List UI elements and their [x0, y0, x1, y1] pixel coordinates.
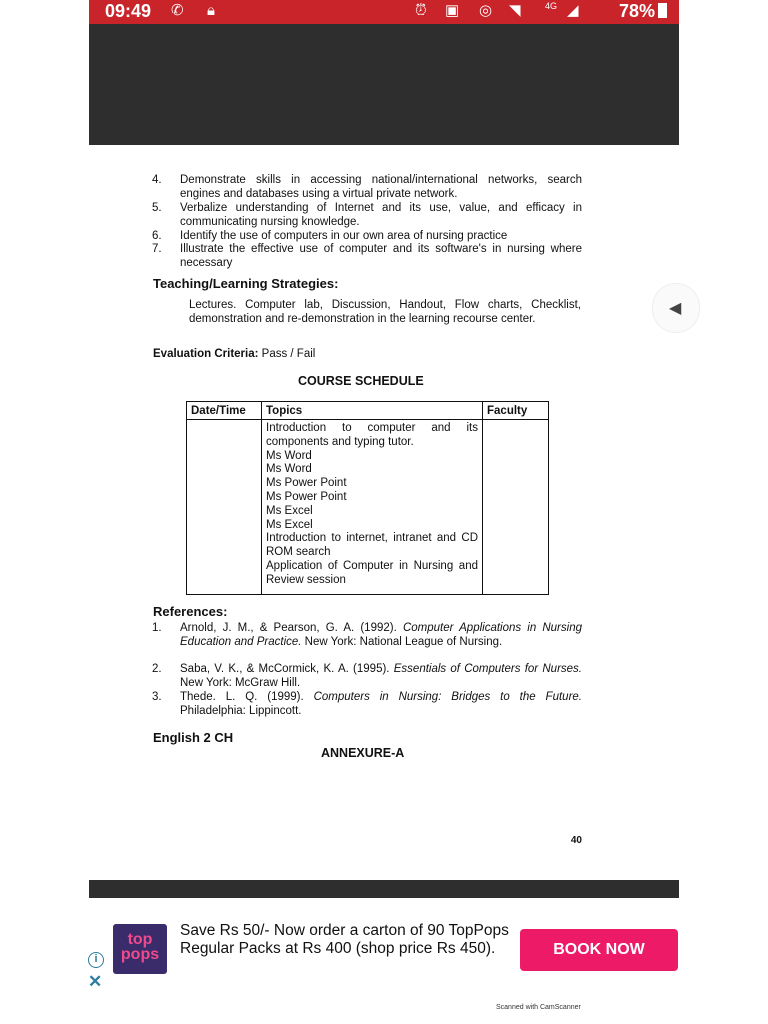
- evaluation-label: Evaluation Criteria:: [153, 348, 259, 360]
- topic-item: Ms Word: [266, 463, 312, 476]
- table-row: [187, 420, 549, 595]
- column-header-faculty: Faculty: [483, 402, 549, 420]
- viewer-header: [89, 24, 679, 145]
- table-header-row: [187, 402, 549, 420]
- objective-text: Illustrate the effective use of computer and its software's in nursing where necessary: [180, 243, 582, 269]
- viewer-footer: [89, 880, 679, 898]
- strategies-heading: Teaching/Learning Strategies:: [153, 276, 339, 291]
- reference-authors: Saba, V. K., & McCormick, K. A. (1995).: [180, 663, 390, 675]
- ad-banner[interactable]: [89, 917, 679, 995]
- wifi-icon: ◥: [509, 2, 521, 19]
- battery-status: [619, 0, 667, 22]
- side-panel-toggle[interactable]: [652, 283, 700, 333]
- topic-item: Ms Power Point: [266, 477, 347, 490]
- objective-number: 6.: [152, 230, 162, 242]
- topic-item: Application of Computer in Nursing and Review session: [266, 559, 478, 586]
- objective-text: Demonstrate skills in accessing national/international networks, search engines and databases using a virtual private network.: [180, 174, 582, 200]
- column-header-date: Date/Time: [187, 402, 262, 420]
- faculty-cell: [483, 420, 549, 595]
- column-header-topics: Topics: [262, 402, 483, 420]
- lock-icon: 🔒︎: [207, 2, 215, 19]
- course-schedule-table: [186, 401, 549, 595]
- reference-publisher: New York: National League of Nursing.: [304, 636, 503, 648]
- reference-authors: Arnold, J. M., & Pearson, G. A. (1992).: [180, 622, 397, 634]
- call-icon: ✆: [171, 2, 184, 19]
- topic-item: Introduction to internet, intranet and CD ROM search: [266, 532, 478, 559]
- evaluation-value: Pass / Fail: [261, 348, 316, 360]
- signal-icon: ◢: [567, 2, 579, 19]
- topic-item: Ms Power Point: [266, 490, 347, 503]
- evaluation-criteria: [153, 348, 315, 360]
- topic-item: Ms Word: [266, 449, 312, 462]
- reference-publisher: New York: McGraw Hill.: [180, 677, 301, 689]
- reference-title: Computers in Nursing: Bridges to the Future.: [313, 691, 582, 703]
- topic-item: Ms Excel: [266, 518, 313, 531]
- toppops-logo[interactable]: [113, 924, 167, 974]
- status-time: 09:49: [105, 1, 152, 21]
- scanner-credit: Scanned with CamScanner: [496, 1004, 581, 1011]
- battery-percent: 78%: [618, 1, 655, 21]
- logo-text-top: top: [127, 931, 153, 948]
- status-bar: [89, 0, 679, 24]
- network-type-label: 4G: [545, 1, 558, 11]
- objective-number: 7.: [152, 243, 162, 255]
- topic-item: Ms Excel: [266, 504, 313, 517]
- english-heading: English 2 CH: [153, 730, 234, 745]
- ad-info-icon[interactable]: i: [88, 952, 104, 968]
- reference-number: 1.: [152, 622, 162, 634]
- references-heading: References:: [153, 604, 228, 619]
- date-cell: [187, 420, 262, 595]
- schedule-title: COURSE SCHEDULE: [298, 374, 424, 388]
- reference-publisher: Philadelphia: Lippincott.: [180, 705, 302, 717]
- document-page[interactable]: [89, 145, 682, 880]
- ad-text[interactable]: Save Rs 50/- Now order a carton of 90 TopPops Regular Packs at Rs 400 (shop price Rs 450).: [180, 922, 509, 957]
- reference-number: 2.: [152, 663, 162, 675]
- topics-cell: [262, 420, 483, 595]
- reference-authors: Thede. L. Q. (1999).: [180, 691, 304, 703]
- objective-text: Verbalize understanding of Internet and its use, value, and efficacy in communicating nursing knowledge.: [180, 202, 582, 228]
- ad-close-icon[interactable]: ✕: [88, 972, 103, 991]
- strategies-text: Lectures. Computer lab, Discussion, Handout, Flow charts, Checklist, demonstration and re-demonstration in the learning recourse center.: [189, 299, 581, 325]
- objective-number: 4.: [152, 174, 162, 186]
- chevron-left-icon: ◀: [669, 300, 682, 317]
- logo-text-bottom: pops: [120, 946, 160, 963]
- reference-text: [180, 662, 582, 690]
- reference-title: Essentials of Computers for Nurses.: [393, 663, 582, 675]
- cast-icon: ▣: [445, 2, 460, 19]
- reference-number: 3.: [152, 691, 162, 703]
- objective-number: 5.: [152, 202, 162, 214]
- alarm-icon: ⏰︎: [415, 2, 427, 19]
- topic-item: Introduction to computer and its components and typing tutor.: [266, 422, 478, 448]
- page-number: 40: [570, 835, 582, 846]
- reference-text: [180, 690, 582, 718]
- battery-icon: [658, 3, 667, 18]
- annexure-label: ANNEXURE-A: [321, 746, 405, 760]
- objective-text: Identify the use of computers in our own area of nursing practice: [180, 230, 508, 242]
- reference-text: [180, 621, 582, 649]
- reference-title: Computer Applications in Nursing Education and Practice.: [180, 622, 582, 648]
- book-now-button[interactable]: BOOK NOW: [520, 929, 678, 971]
- hotspot-icon: ◎: [479, 2, 493, 19]
